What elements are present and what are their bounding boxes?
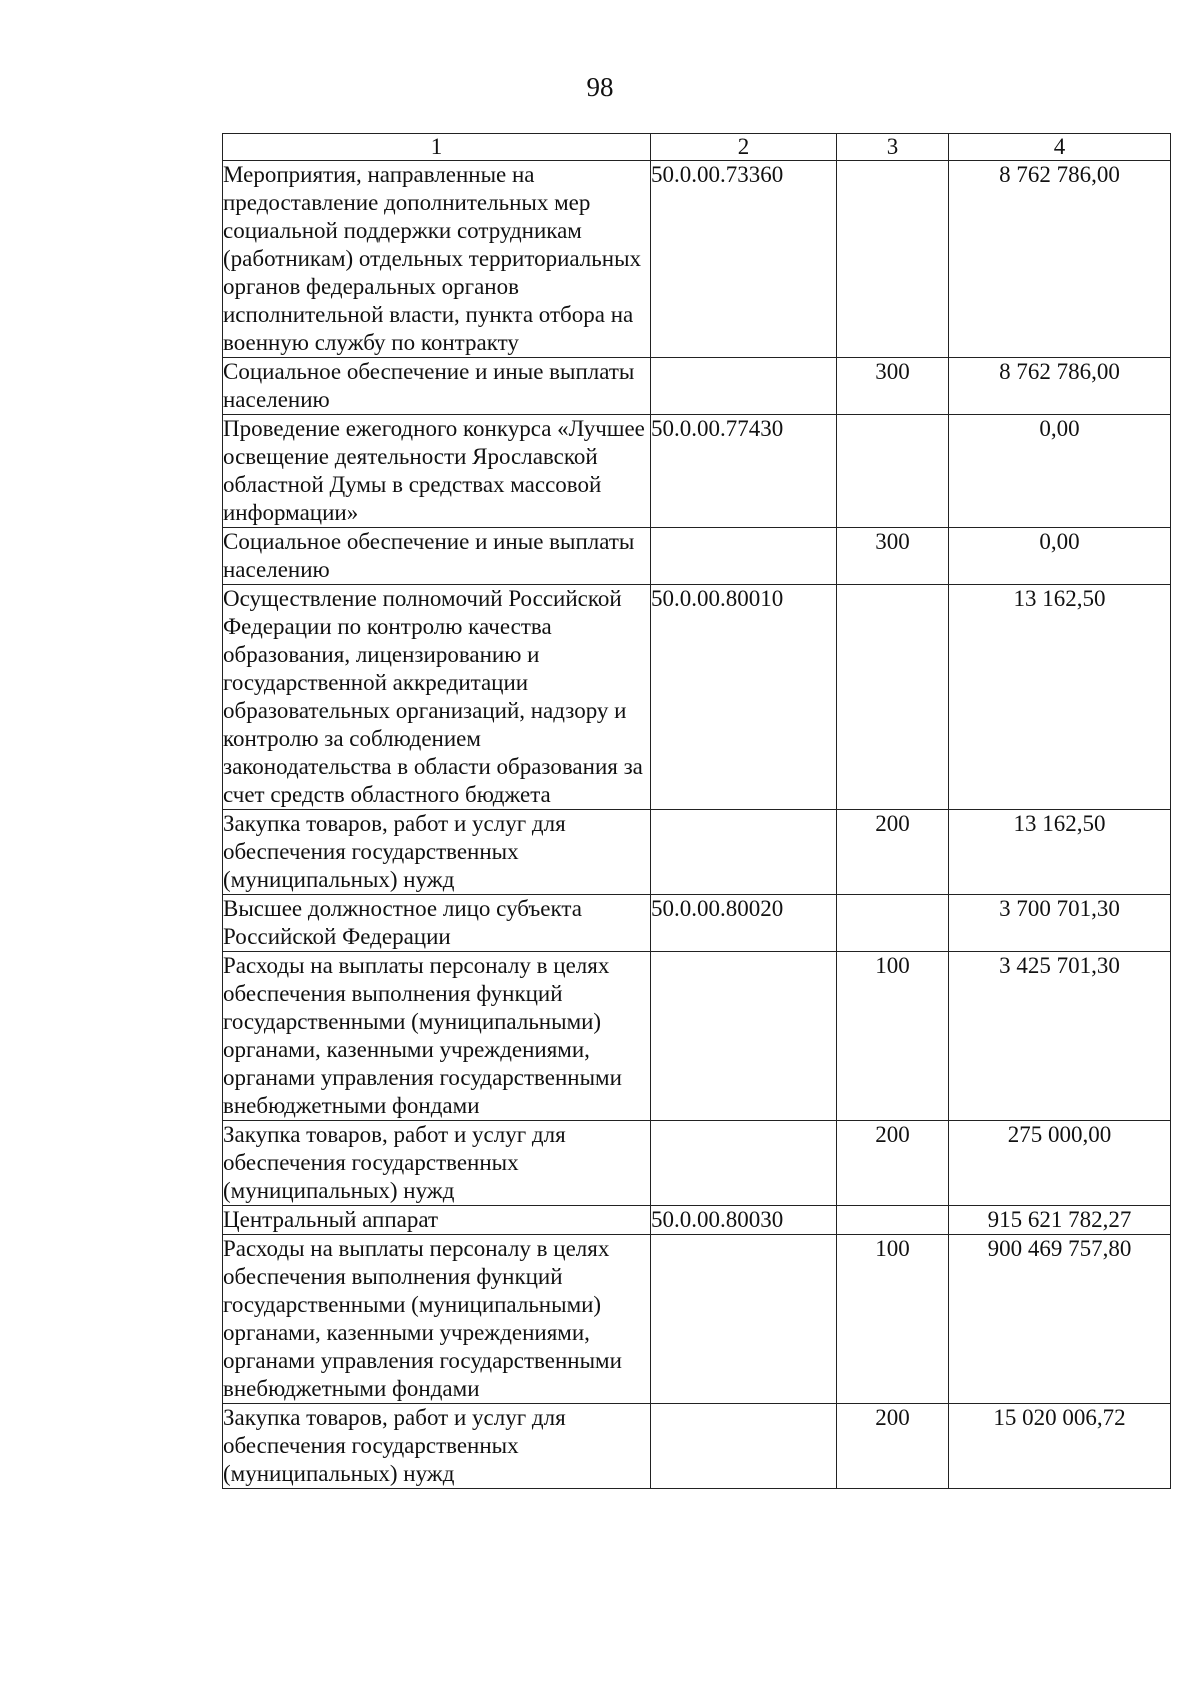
table-row	[223, 585, 1171, 810]
row-name: Закупка товаров, работ и услуг для обеспечения государственных (муниципальных) нужд	[223, 810, 651, 895]
header-row	[223, 134, 1171, 161]
row-amount: 0,00	[949, 415, 1171, 528]
row-expense-type: 300	[837, 358, 949, 415]
row-amount: 13 162,50	[949, 810, 1171, 895]
row-name: Социальное обеспечение и иные выплаты населению	[223, 528, 651, 585]
row-code	[651, 528, 837, 585]
table-row	[223, 1206, 1171, 1235]
row-code: 50.0.00.80010	[651, 585, 837, 810]
row-code	[651, 1235, 837, 1404]
table-body	[223, 161, 1171, 1489]
row-code	[651, 810, 837, 895]
header-col-2: 2	[651, 134, 837, 161]
table-header	[223, 134, 1171, 161]
row-amount: 3 425 701,30	[949, 952, 1171, 1121]
table-row	[223, 1235, 1171, 1404]
row-code: 50.0.00.77430	[651, 415, 837, 528]
row-expense-type: 300	[837, 528, 949, 585]
table-row	[223, 1404, 1171, 1489]
row-amount: 0,00	[949, 528, 1171, 585]
row-code: 50.0.00.80020	[651, 895, 837, 952]
table-row	[223, 810, 1171, 895]
row-code: 50.0.00.80030	[651, 1206, 837, 1235]
header-col-3: 3	[837, 134, 949, 161]
table-row	[223, 895, 1171, 952]
header-col-4: 4	[949, 134, 1171, 161]
row-expense-type: 100	[837, 1235, 949, 1404]
row-amount: 3 700 701,30	[949, 895, 1171, 952]
table-row	[223, 415, 1171, 528]
table-row	[223, 952, 1171, 1121]
table-row	[223, 161, 1171, 358]
row-amount: 15 020 006,72	[949, 1404, 1171, 1489]
row-name: Расходы на выплаты персоналу в целях обеспечения выполнения функций государственными (муниципальными) органами, казенными учреждениями, органами управления государственными внебюджетными фондами	[223, 952, 651, 1121]
row-name: Закупка товаров, работ и услуг для обеспечения государственных (муниципальных) нужд	[223, 1121, 651, 1206]
row-expense-type	[837, 585, 949, 810]
row-code	[651, 952, 837, 1121]
row-amount: 13 162,50	[949, 585, 1171, 810]
row-code: 50.0.00.73360	[651, 161, 837, 358]
row-amount: 8 762 786,00	[949, 358, 1171, 415]
table-row	[223, 358, 1171, 415]
row-expense-type: 200	[837, 1121, 949, 1206]
row-name: Социальное обеспечение и иные выплаты населению	[223, 358, 651, 415]
row-expense-type: 200	[837, 810, 949, 895]
row-name: Проведение ежегодного конкурса «Лучшее освещение деятельности Ярославской областной Думы в средствах массовой информации»	[223, 415, 651, 528]
page-number: 98	[586, 72, 614, 102]
row-name: Мероприятия, направленные на предоставление дополнительных мер социальной поддержки сотрудникам (работникам) отдельных территориальных органов федеральных органов исполнительной власти, пункта отбора на военную службу по контракту	[223, 161, 651, 358]
row-code	[651, 1404, 837, 1489]
row-code	[651, 1121, 837, 1206]
row-expense-type: 200	[837, 1404, 949, 1489]
row-amount: 900 469 757,80	[949, 1235, 1171, 1404]
row-amount: 915 621 782,27	[949, 1206, 1171, 1235]
row-code	[651, 358, 837, 415]
row-expense-type	[837, 1206, 949, 1235]
table-row	[223, 528, 1171, 585]
row-expense-type	[837, 161, 949, 358]
row-name: Расходы на выплаты персоналу в целях обеспечения выполнения функций государственными (муниципальными) органами, казенными учреждениями, органами управления государственными внебюджетными фондами	[223, 1235, 651, 1404]
row-name: Осуществление полномочий Российской Федерации по контролю качества образования, лицензированию и государственной аккредитации образовательных организаций, надзору и контролю за соблюдением законодательства в области образования за счет средств областного бюджета	[223, 585, 651, 810]
row-amount: 8 762 786,00	[949, 161, 1171, 358]
row-expense-type	[837, 895, 949, 952]
row-expense-type	[837, 415, 949, 528]
row-name: Высшее должностное лицо субъекта Российской Федерации	[223, 895, 651, 952]
row-name: Центральный аппарат	[223, 1206, 651, 1235]
table-row	[223, 1121, 1171, 1206]
row-amount: 275 000,00	[949, 1121, 1171, 1206]
header-col-1: 1	[223, 134, 651, 161]
row-name: Закупка товаров, работ и услуг для обеспечения государственных (муниципальных) нужд	[223, 1404, 651, 1489]
budget-table	[222, 133, 1171, 1489]
row-expense-type: 100	[837, 952, 949, 1121]
